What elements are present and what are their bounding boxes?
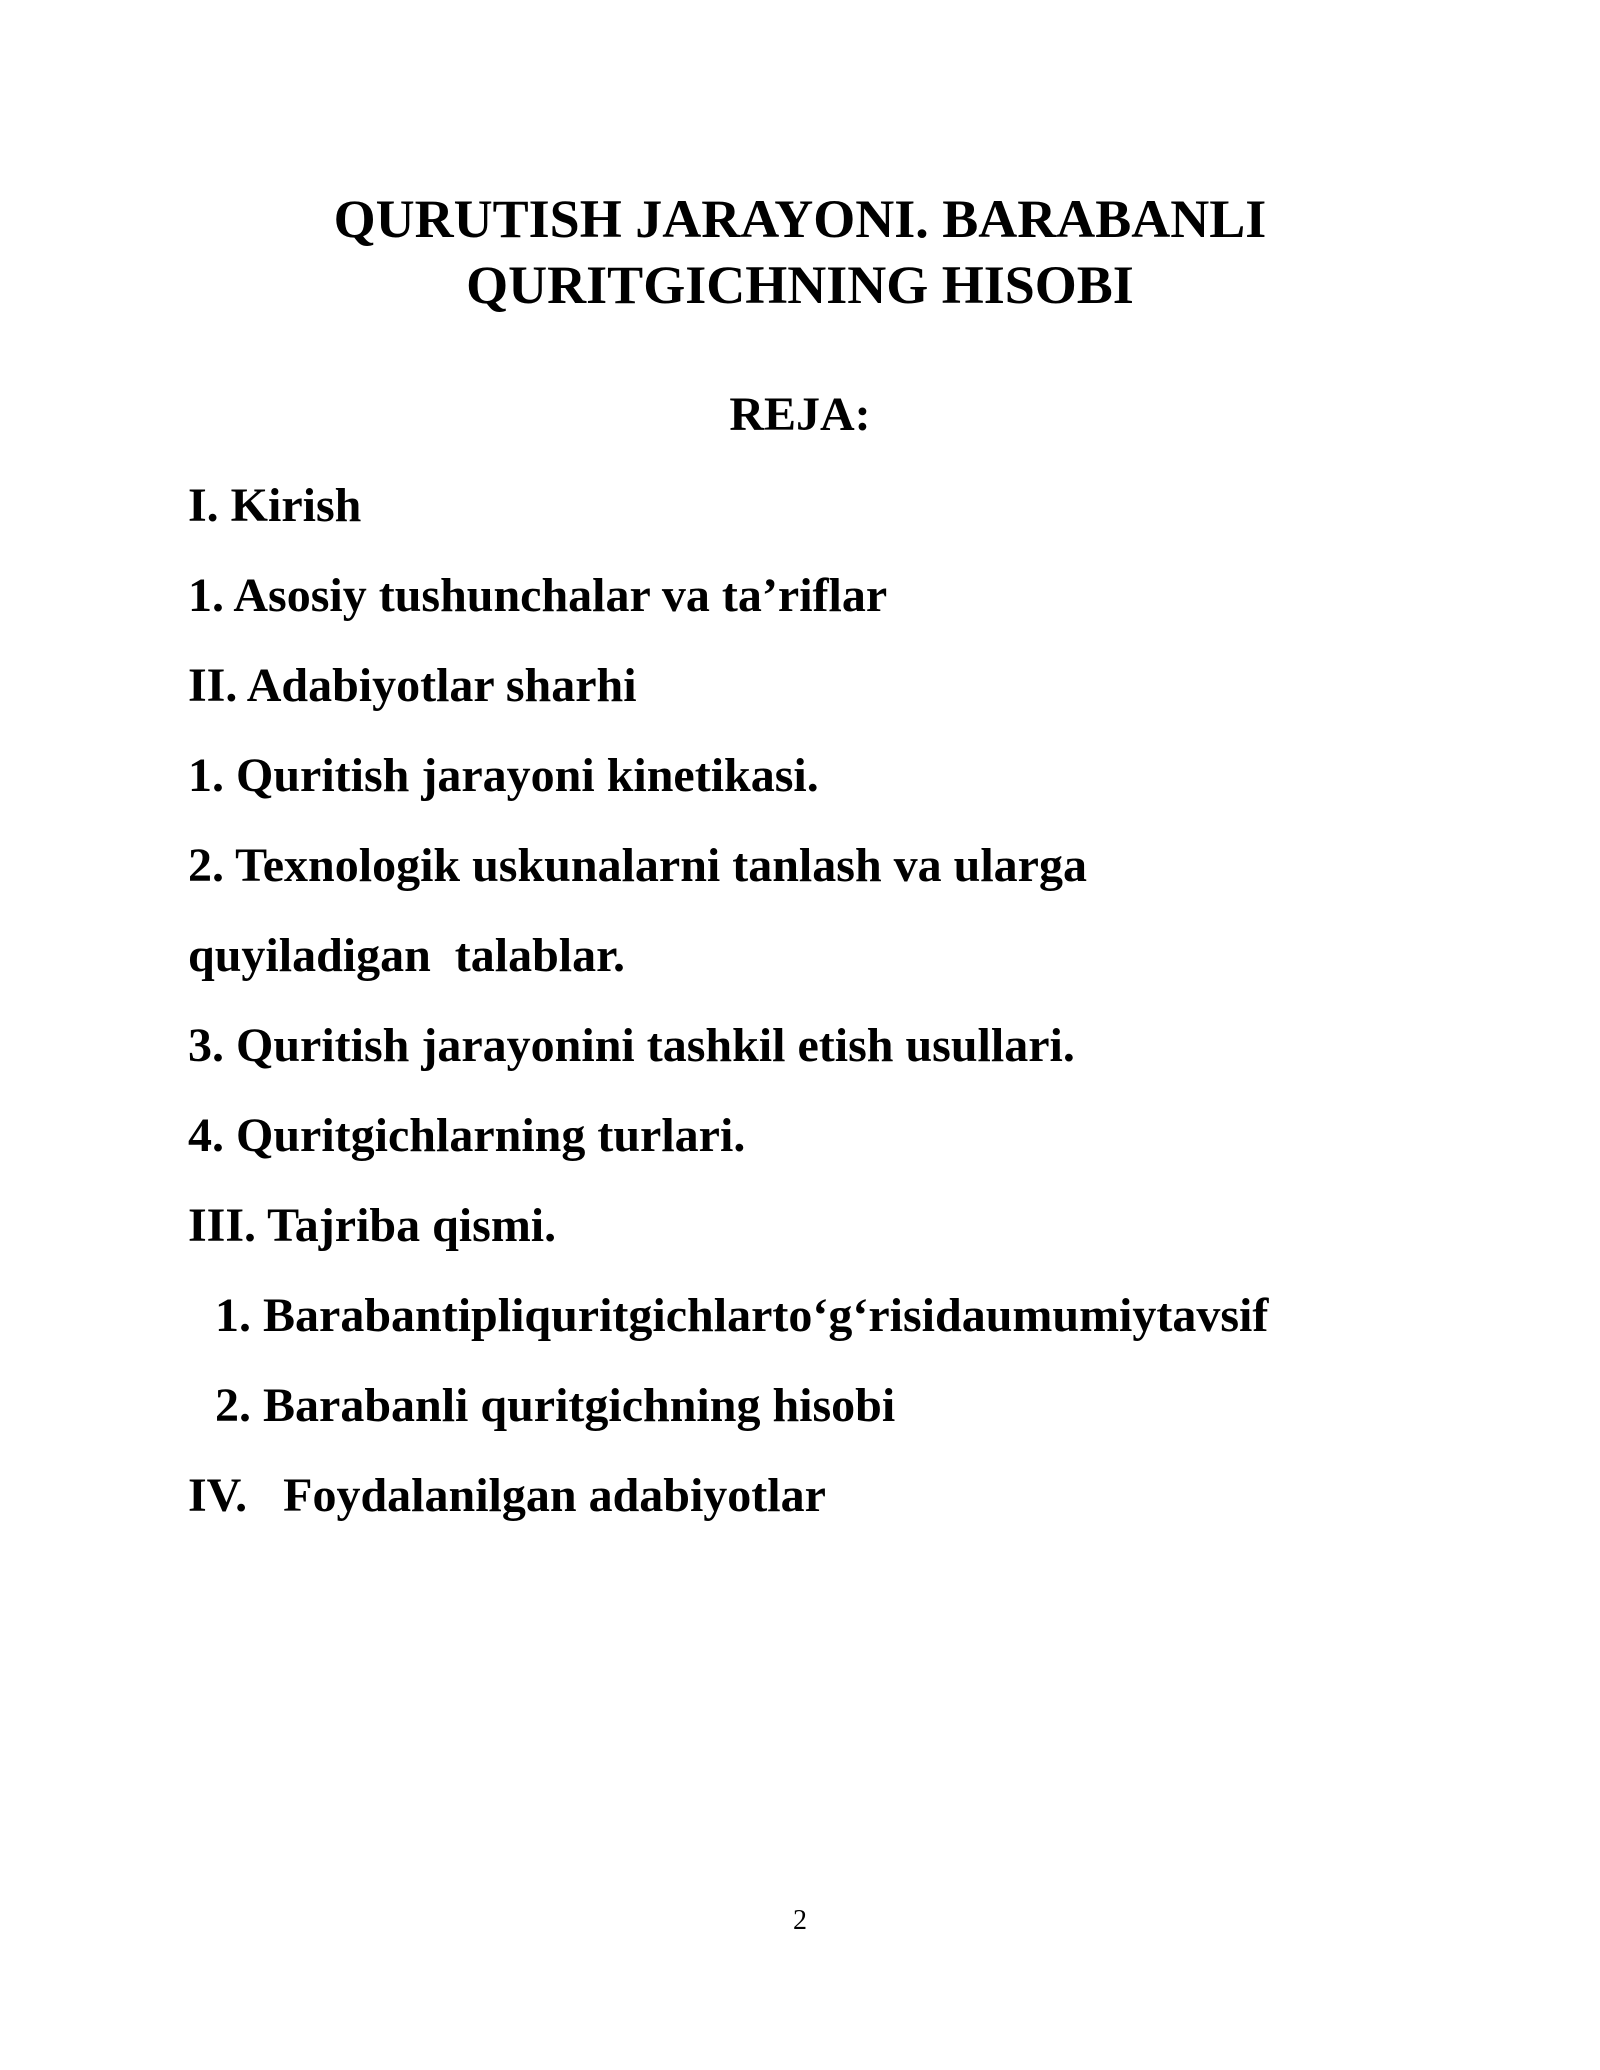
page-number: 2 bbox=[793, 1905, 807, 1936]
plan-item: 4. Quritgichlarning turlari. bbox=[188, 1109, 746, 1162]
plan-item: 1. Barabantipliquritgichlarto‘g‘risidaumumiytavsif bbox=[215, 1289, 1269, 1342]
plan-item: 3. Quritish jarayonini tashkil etish usullari. bbox=[188, 1019, 1075, 1072]
plan-item: 2. Texnologik uskunalarni tanlash va ularga bbox=[188, 839, 1087, 892]
plan-item-continuation: quyiladigan talablar. bbox=[188, 929, 626, 982]
plan-item-section-1: I. Kirish bbox=[188, 479, 362, 532]
plan-item: 2. Barabanli quritgichning hisobi bbox=[215, 1379, 896, 1432]
title-line-2: QURITGICHNING HISOBI bbox=[466, 255, 1134, 315]
plan-item: 1. Asosiy tushunchalar va ta’riflar bbox=[188, 569, 888, 622]
title-line-1: QURUTISH JARAYONI. BARABANLI bbox=[333, 189, 1267, 249]
plan-heading: REJA: bbox=[729, 388, 871, 441]
page-title bbox=[0, 186, 1600, 318]
plan-item-section-3: III. Tajriba qismi. bbox=[188, 1199, 557, 1252]
plan-item: 1. Quritish jarayoni kinetikasi. bbox=[188, 749, 819, 802]
plan-item-section-4: IV. Foydalanilgan adabiyotlar bbox=[188, 1469, 826, 1522]
plan-item-section-2: II. Adabiyotlar sharhi bbox=[188, 659, 637, 712]
